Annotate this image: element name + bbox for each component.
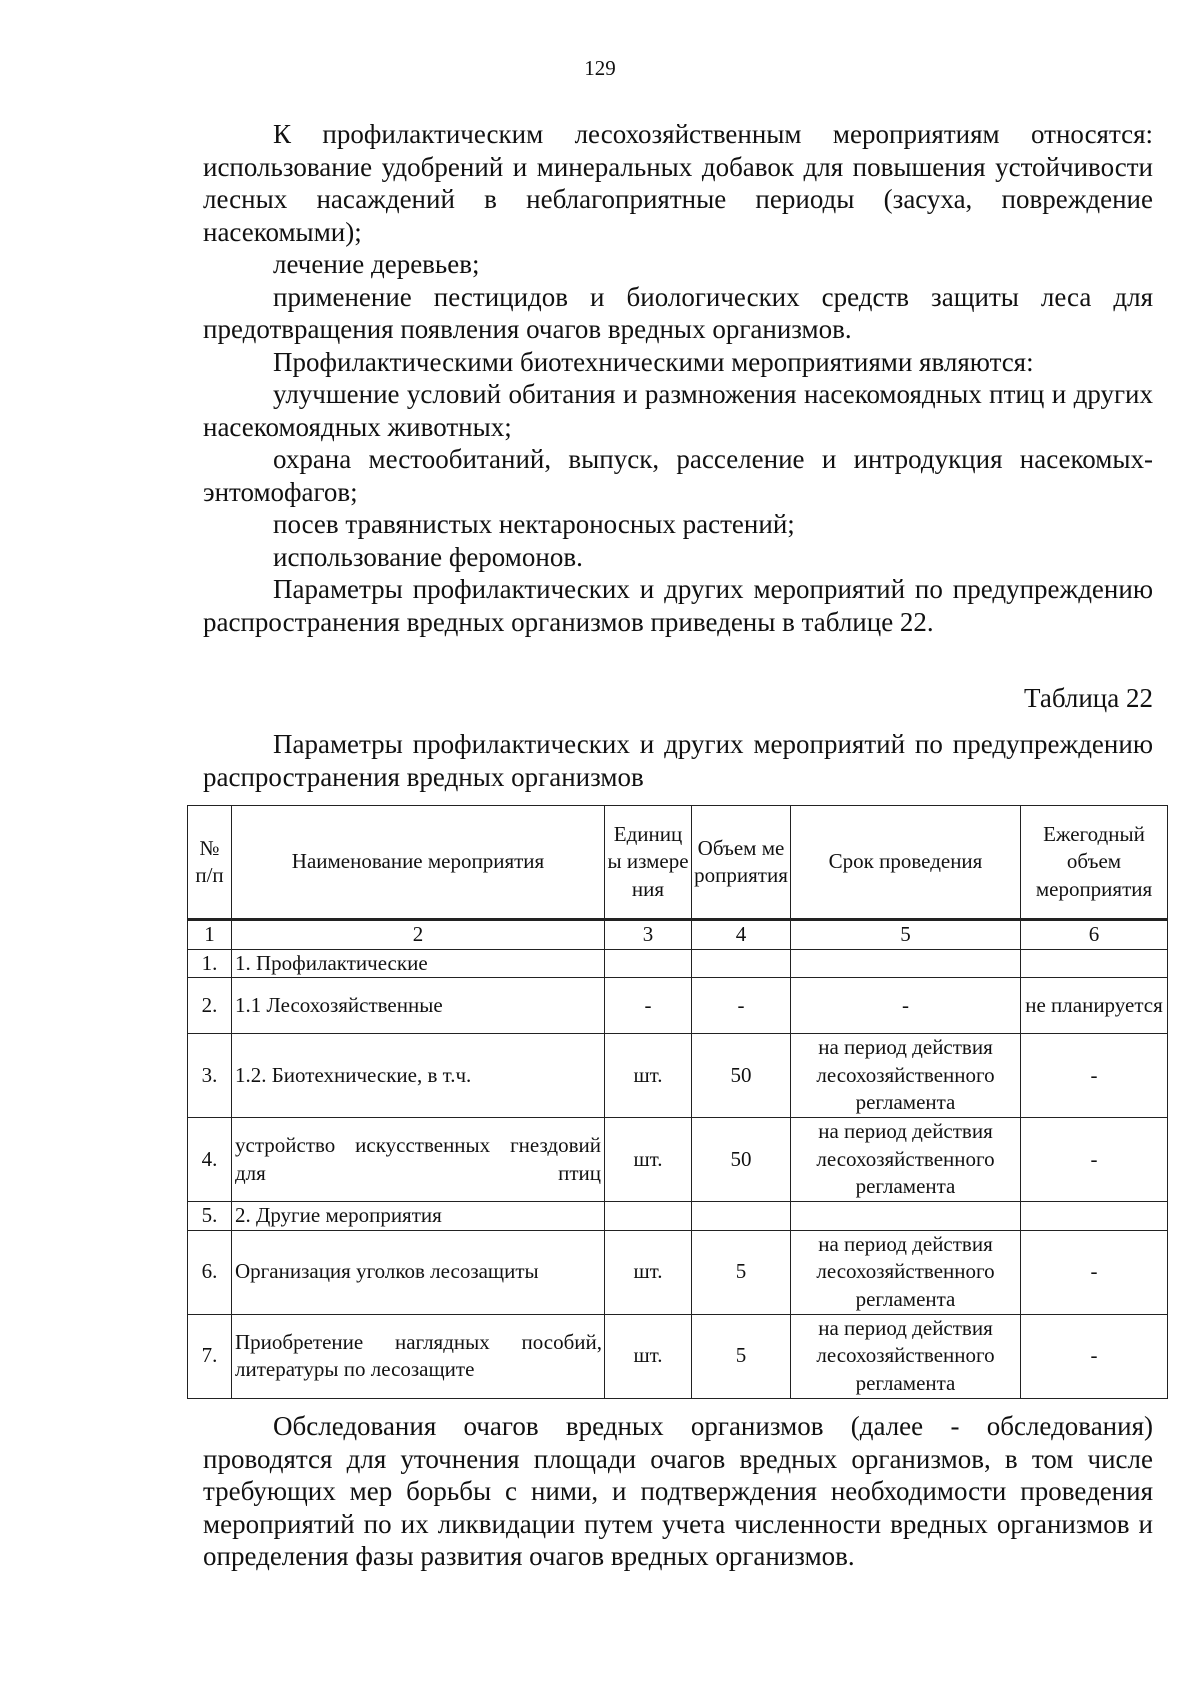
- row-unit: [605, 1202, 692, 1231]
- table-row: [188, 1118, 1168, 1202]
- row-volume: -: [692, 978, 791, 1034]
- row-term: [791, 949, 1021, 978]
- row-name: 1. Профилактические: [232, 949, 605, 978]
- row-unit: -: [605, 978, 692, 1034]
- column-number: 5: [791, 920, 1021, 950]
- row-annual: -: [1021, 1034, 1168, 1118]
- row-annual: не планируется: [1021, 978, 1168, 1034]
- column-number: 3: [605, 920, 692, 950]
- measures-table: [187, 805, 1168, 1399]
- row-term: на период действия лесохозяйственного регламента: [791, 1314, 1021, 1398]
- row-unit: шт.: [605, 1314, 692, 1398]
- row-unit: шт.: [605, 1118, 692, 1202]
- row-volume: [692, 1202, 791, 1231]
- row-volume: 50: [692, 1118, 791, 1202]
- row-name: 1.1 Лесохозяйственные: [232, 978, 605, 1034]
- column-number: 4: [692, 920, 791, 950]
- table-header-row: [188, 806, 1168, 920]
- row-num: 7.: [188, 1314, 232, 1398]
- table-row: [188, 1034, 1168, 1118]
- table-title: Параметры профилактических и других мероприятий по предупреждению распространения вредных организмов: [203, 729, 1153, 792]
- header-unit: Единицы измерения: [605, 806, 692, 920]
- row-term: на период действия лесохозяйственного регламента: [791, 1118, 1021, 1202]
- row-volume: 5: [692, 1314, 791, 1398]
- intro-text: [203, 118, 1153, 638]
- row-name: устройство искусственных гнездовий для птиц: [232, 1118, 605, 1202]
- row-volume: [692, 949, 791, 978]
- row-name: 2. Другие мероприятия: [232, 1202, 605, 1231]
- closing-text: [203, 1410, 1153, 1573]
- row-num: 6.: [188, 1230, 232, 1314]
- column-number-row: [188, 920, 1168, 950]
- paragraph-table-reference: Параметры профилактических и других мероприятий по предупреждению распространения вредных организмов приведены в таблице 22.: [203, 574, 1153, 637]
- row-num: 4.: [188, 1118, 232, 1202]
- row-annual: -: [1021, 1314, 1168, 1398]
- row-name: Приобретение наглядных пособий, литературы по лесозащите: [232, 1314, 605, 1398]
- row-term: [791, 1202, 1021, 1231]
- row-annual: [1021, 949, 1168, 978]
- row-num: 2.: [188, 978, 232, 1034]
- paragraph-tree-treatment: лечение деревьев;: [273, 249, 480, 279]
- row-num: 5.: [188, 1202, 232, 1231]
- row-unit: шт.: [605, 1034, 692, 1118]
- table-label: Таблица 22: [1024, 683, 1153, 713]
- paragraph-nectar-plants: посев травянистых нектароносных растений;: [273, 509, 795, 539]
- header-volume: Объем мероприятия: [692, 806, 791, 920]
- column-number: 2: [232, 920, 605, 950]
- row-annual: [1021, 1202, 1168, 1231]
- header-num: № п/п: [188, 806, 232, 920]
- row-name: 1.2. Биотехнические, в т.ч.: [232, 1034, 605, 1118]
- row-annual: -: [1021, 1230, 1168, 1314]
- table-row: [188, 978, 1168, 1034]
- row-volume: 5: [692, 1230, 791, 1314]
- row-term: на период действия лесохозяйственного регламента: [791, 1034, 1021, 1118]
- table-row: [188, 1202, 1168, 1231]
- paragraph-entomophages: охрана местообитаний, выпуск, расселение и интродукция насекомых-энтомофагов;: [203, 444, 1153, 507]
- paragraph-biotech-intro: Профилактическими биотехническими мероприятиями являются:: [273, 346, 1034, 377]
- paragraph-pheromones: использование феромонов.: [273, 541, 583, 572]
- page-number: 129: [584, 56, 616, 80]
- paragraph-pesticides: применение пестицидов и биологических средств защиты леса для предотвращения появления очагов вредных организмов.: [203, 281, 1153, 344]
- column-number: 1: [188, 920, 232, 950]
- paragraph-forestry-measures: К профилактическим лесохозяйственным мероприятиям относятся: использование удобрений и минеральных добавок для повышения устойчивости лесных насаждений в неблагоприятные периоды (засуха, повреждение насекомыми);: [203, 119, 1153, 247]
- row-unit: шт.: [605, 1230, 692, 1314]
- table-row: [188, 1230, 1168, 1314]
- header-name: Наименование мероприятия: [232, 806, 605, 920]
- row-volume: 50: [692, 1034, 791, 1118]
- row-term: на период действия лесохозяйственного регламента: [791, 1230, 1021, 1314]
- row-annual: -: [1021, 1118, 1168, 1202]
- column-number: 6: [1021, 920, 1168, 950]
- row-name: Организация уголков лесозащиты: [232, 1230, 605, 1314]
- table-title-block: [203, 728, 1153, 793]
- header-annual: Ежегодный объем мероприятия: [1021, 806, 1168, 920]
- row-unit: [605, 949, 692, 978]
- paragraph-birds: улучшение условий обитания и размножения насекомоядных птиц и других насекомоядных животных;: [203, 379, 1153, 442]
- table-row: [188, 949, 1168, 978]
- row-num: 3.: [188, 1034, 232, 1118]
- paragraph-surveys: Обследования очагов вредных организмов (далее - обследования) проводятся для уточнения площади очагов вредных организмов, в том числе требующих мер борьбы с ними, и подтверждения необходимости проведения мероприятий по их ликвидации путем учета численности вредных организмов и определения фазы развития очагов вредных организмов.: [203, 1411, 1153, 1571]
- row-term: -: [791, 978, 1021, 1034]
- header-term: Срок проведения: [791, 806, 1021, 920]
- table-row: [188, 1314, 1168, 1398]
- row-num: 1.: [188, 949, 232, 978]
